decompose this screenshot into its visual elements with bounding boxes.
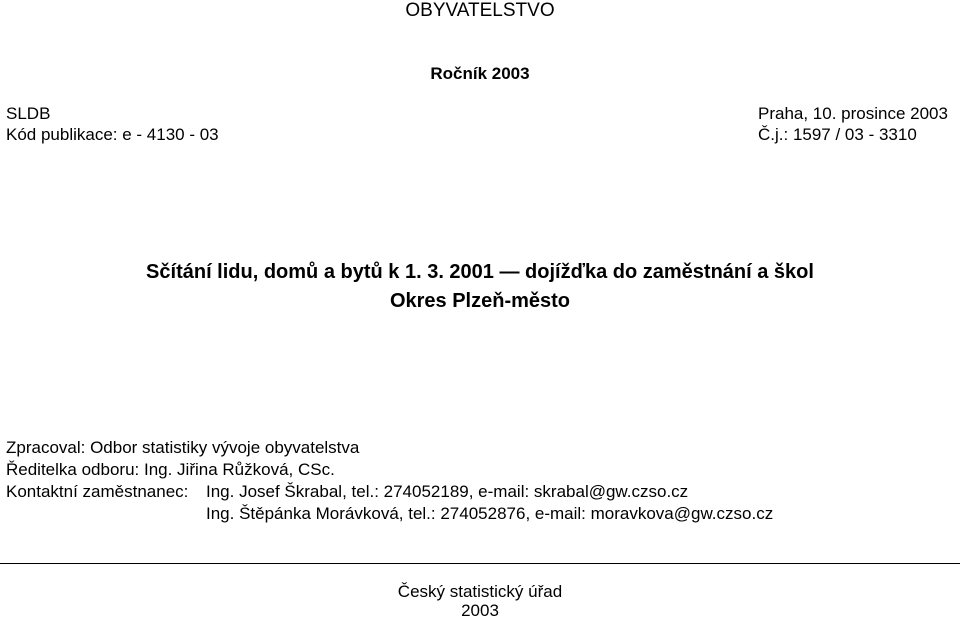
publication-year: 2003	[461, 601, 499, 620]
document-heading: OBYVATELSTVO	[405, 0, 555, 21]
census-abbreviation: SLDB	[6, 104, 51, 123]
district-name: Okres Plzeň-město	[389, 290, 571, 312]
reference-number: Č.j.: 1597 / 03 - 3310	[758, 125, 917, 144]
contact-person-1: Ing. Josef Škrabal, tel.: 274052189, e-mail: skrabal@gw.czso.cz	[206, 482, 689, 501]
publication-code: Kód publikace: e - 4130 - 03	[6, 125, 219, 144]
volume-year: Ročník 2003	[430, 64, 530, 83]
department-director: Ředitelka odboru: Ing. Jiřina Růžková, CSc.	[6, 460, 335, 479]
contact-label: Kontaktní zaměstnanec:	[6, 482, 189, 501]
compiled-by: Zpracoval: Odbor statistiky vývoje obyvatelstva	[6, 438, 360, 457]
contact-person-2: Ing. Štěpánka Morávková, tel.: 274052876, e-mail: moravkova@gw.czso.cz	[206, 504, 774, 523]
footer-divider	[0, 563, 960, 564]
publication-title: Sčítání lidu, domů a bytů k 1. 3. 2001 — dojížďka do zaměstnání a škol	[146, 261, 814, 283]
publisher-name: Český statistický úřad	[397, 582, 563, 601]
publication-date: Praha, 10. prosince 2003	[758, 104, 948, 123]
